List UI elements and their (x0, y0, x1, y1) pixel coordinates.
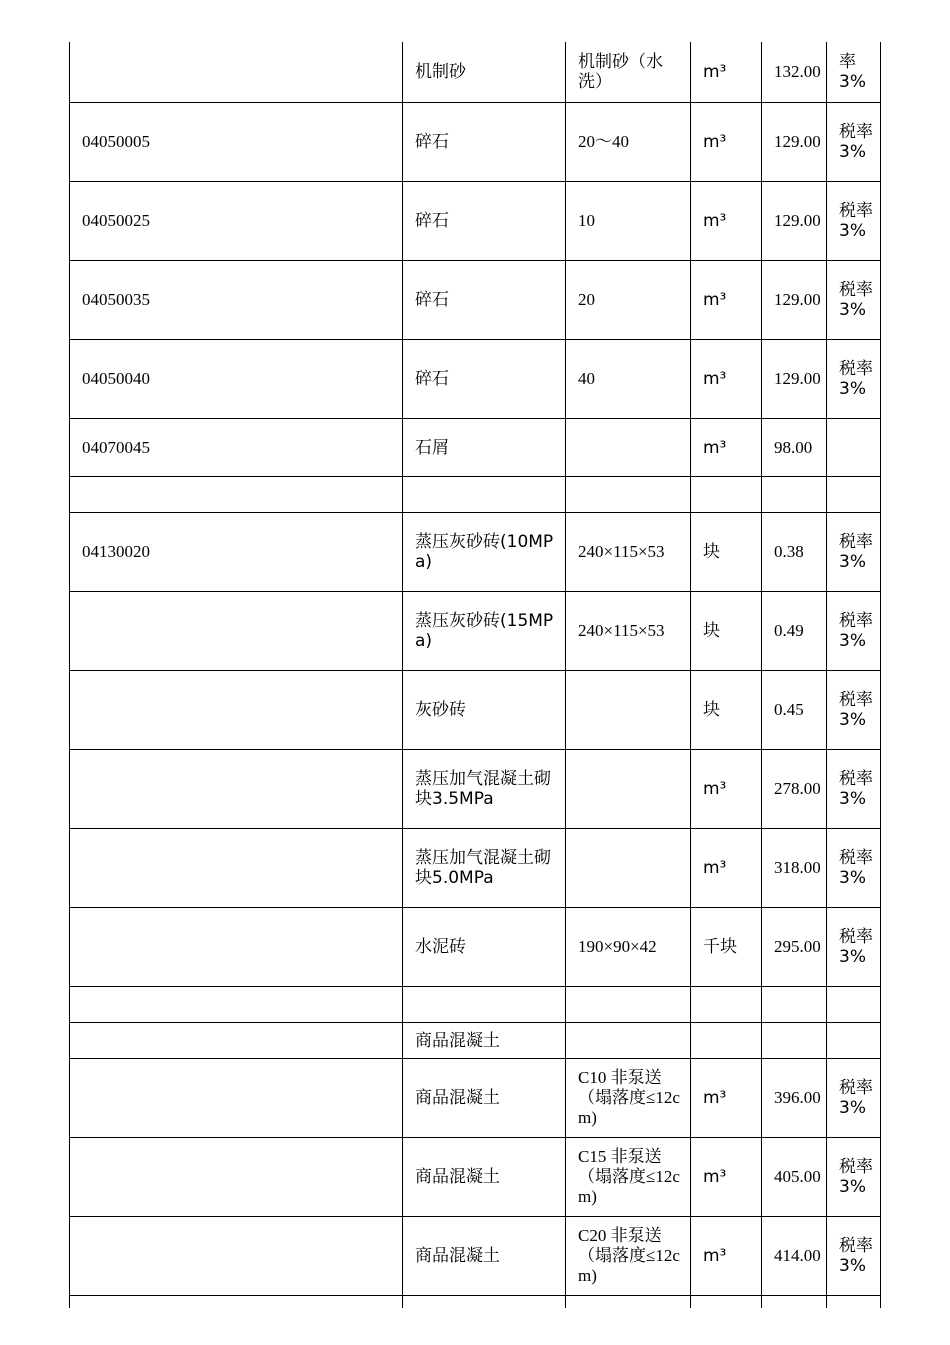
table-row (70, 103, 881, 182)
table-row (70, 1138, 881, 1217)
cell-price: 129.00 (762, 182, 827, 261)
cell-name (403, 1296, 566, 1309)
table-row (70, 1059, 881, 1138)
cell-code (70, 750, 403, 829)
cell-price (762, 1296, 827, 1309)
cell-name: 碎石 (403, 261, 566, 340)
cell-name: 商品混凝土 (403, 1138, 566, 1217)
cell-spec (566, 987, 691, 1023)
table-row (70, 592, 881, 671)
cell-price: 278.00 (762, 750, 827, 829)
cell-name: 灰砂砖 (403, 671, 566, 750)
cell-unit: m³ (691, 1059, 762, 1138)
cell-spec (566, 671, 691, 750)
cell-code (70, 829, 403, 908)
cell-note: 税率3% (827, 1138, 881, 1217)
cell-spec (566, 419, 691, 477)
cell-unit (691, 477, 762, 513)
table-row (70, 182, 881, 261)
cell-code (70, 1023, 403, 1059)
cell-price: 295.00 (762, 908, 827, 987)
cell-name: 蒸压灰砂砖(10MPa) (403, 513, 566, 592)
cell-note: 税率3% (827, 182, 881, 261)
cell-price: 0.45 (762, 671, 827, 750)
cell-price: 129.00 (762, 103, 827, 182)
cell-code (70, 477, 403, 513)
cell-code: 04070045 (70, 419, 403, 477)
cell-price (762, 477, 827, 513)
cell-price: 0.49 (762, 592, 827, 671)
cell-name: 石屑 (403, 419, 566, 477)
cell-unit: m³ (691, 419, 762, 477)
cell-spec (566, 477, 691, 513)
cell-unit: 块 (691, 671, 762, 750)
table-row (70, 261, 881, 340)
table-row (70, 1296, 881, 1309)
cell-spec: 20 (566, 261, 691, 340)
cell-unit: m³ (691, 261, 762, 340)
cell-note: 税率3% (827, 592, 881, 671)
cell-code: 04050005 (70, 103, 403, 182)
cell-price: 129.00 (762, 340, 827, 419)
cell-unit: m³ (691, 182, 762, 261)
cell-price: 0.38 (762, 513, 827, 592)
cell-unit: m³ (691, 340, 762, 419)
cell-unit (691, 987, 762, 1023)
cell-code (70, 1059, 403, 1138)
cell-name: 商品混凝土 (403, 1217, 566, 1296)
table-row (70, 42, 881, 103)
cell-name: 商品混凝土 (403, 1023, 566, 1059)
cell-spec (566, 829, 691, 908)
cell-spec: 机制砂（水洗） (566, 42, 691, 103)
cell-code (70, 1296, 403, 1309)
cell-code (70, 592, 403, 671)
cell-note: 税率3% (827, 261, 881, 340)
cell-note: 税率3% (827, 1059, 881, 1138)
table-row (70, 1023, 881, 1059)
cell-note (827, 1023, 881, 1059)
cell-price: 98.00 (762, 419, 827, 477)
cell-unit: m³ (691, 103, 762, 182)
cell-price: 318.00 (762, 829, 827, 908)
cell-unit (691, 1296, 762, 1309)
cell-note: 税率3% (827, 513, 881, 592)
cell-name: 碎石 (403, 103, 566, 182)
cell-note: 税率3% (827, 908, 881, 987)
cell-unit: m³ (691, 750, 762, 829)
cell-price: 132.00 (762, 42, 827, 103)
cell-code: 04130020 (70, 513, 403, 592)
table-row (70, 419, 881, 477)
cell-note (827, 1296, 881, 1309)
price-table (69, 42, 881, 1308)
cell-note: 税率3% (827, 340, 881, 419)
cell-code (70, 42, 403, 103)
cell-name: 蒸压灰砂砖(15MPa) (403, 592, 566, 671)
table-row (70, 477, 881, 513)
cell-code: 04050035 (70, 261, 403, 340)
cell-code (70, 1217, 403, 1296)
cell-spec (566, 1023, 691, 1059)
cell-unit: 块 (691, 513, 762, 592)
cell-unit: m³ (691, 1217, 762, 1296)
cell-name: 碎石 (403, 340, 566, 419)
table-row (70, 750, 881, 829)
cell-note: 率3% (827, 42, 881, 103)
cell-price (762, 1023, 827, 1059)
cell-code (70, 671, 403, 750)
cell-unit (691, 1023, 762, 1059)
cell-spec: 40 (566, 340, 691, 419)
cell-unit: m³ (691, 1138, 762, 1217)
cell-spec: 240×115×53 (566, 513, 691, 592)
cell-note: 税率3% (827, 1217, 881, 1296)
cell-name: 蒸压加气混凝土砌块3.5MPa (403, 750, 566, 829)
cell-spec: 10 (566, 182, 691, 261)
cell-code: 04050025 (70, 182, 403, 261)
cell-code (70, 987, 403, 1023)
cell-unit: m³ (691, 829, 762, 908)
cell-price (762, 987, 827, 1023)
cell-spec: 240×115×53 (566, 592, 691, 671)
table-row (70, 829, 881, 908)
cell-spec (566, 1296, 691, 1309)
cell-name: 机制砂 (403, 42, 566, 103)
table-row (70, 1217, 881, 1296)
cell-price: 414.00 (762, 1217, 827, 1296)
cell-name (403, 987, 566, 1023)
cell-name (403, 477, 566, 513)
cell-note: 税率3% (827, 671, 881, 750)
cell-name: 商品混凝土 (403, 1059, 566, 1138)
table-row (70, 671, 881, 750)
cell-note: 税率3% (827, 750, 881, 829)
table-row (70, 987, 881, 1023)
cell-note: 税率3% (827, 103, 881, 182)
table-row (70, 340, 881, 419)
cell-note (827, 419, 881, 477)
cell-code (70, 908, 403, 987)
cell-unit: 千块 (691, 908, 762, 987)
cell-price: 129.00 (762, 261, 827, 340)
cell-price: 396.00 (762, 1059, 827, 1138)
cell-spec: C15 非泵送（塌落度≤12cm) (566, 1138, 691, 1217)
cell-note (827, 987, 881, 1023)
cell-note (827, 477, 881, 513)
cell-code (70, 1138, 403, 1217)
cell-price: 405.00 (762, 1138, 827, 1217)
cell-name: 蒸压加气混凝土砌块5.0MPa (403, 829, 566, 908)
cell-note: 税率3% (827, 829, 881, 908)
cell-name: 碎石 (403, 182, 566, 261)
cell-code: 04050040 (70, 340, 403, 419)
cell-spec: C10 非泵送（塌落度≤12cm) (566, 1059, 691, 1138)
cell-spec: C20 非泵送（塌落度≤12cm) (566, 1217, 691, 1296)
cell-spec: 190×90×42 (566, 908, 691, 987)
cell-unit: m³ (691, 42, 762, 103)
cell-spec (566, 750, 691, 829)
cell-unit: 块 (691, 592, 762, 671)
cell-spec: 20～40 (566, 103, 691, 182)
table-row (70, 513, 881, 592)
table-row (70, 908, 881, 987)
cell-name: 水泥砖 (403, 908, 566, 987)
